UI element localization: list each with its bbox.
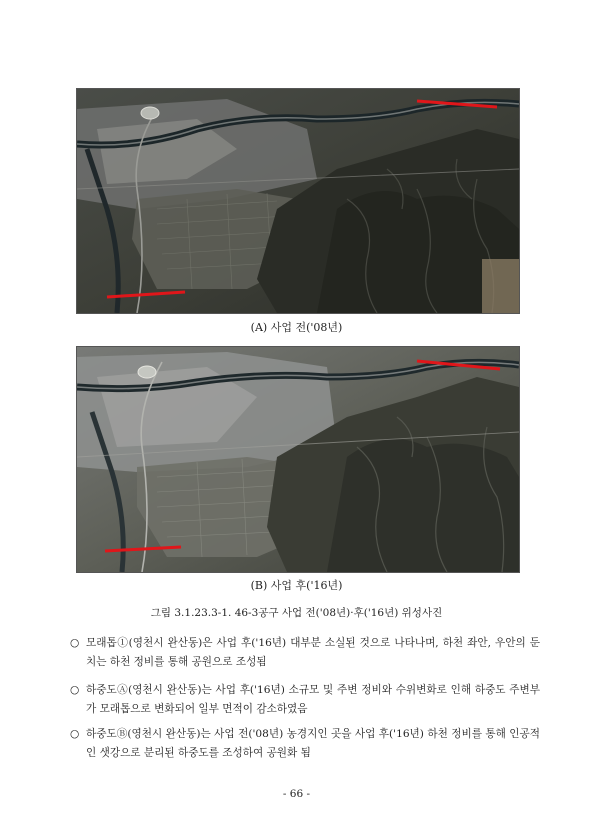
photo-b-caption: (B) 사업 후('16년): [250, 579, 343, 592]
figure-title: 그림 3.1.23.3-1. 46-3공구 사업 전('08년)·후('16년) 위성사진: [150, 607, 443, 619]
satellite-photo-before: [76, 88, 520, 314]
satellite-image-2016: [77, 347, 519, 572]
bullet-text: 모래톱①(영천시 완산동)은 사업 후('16년) 대부분 소실된 것으로 나타나며, 하천 좌안, 우안의 둔치는 하천 정비를 통해 공원으로 조성됨: [86, 637, 540, 668]
bullet-mark: ○: [70, 728, 80, 740]
bullet-item: [70, 634, 540, 672]
photo-a-caption: (A) 사업 전('08년): [250, 321, 343, 334]
page-number: - 66 -: [282, 788, 311, 800]
bullet-item: [70, 725, 540, 763]
bullet-text: 하중도Ⓑ(영천시 완산동)는 사업 전('08년) 농경지인 곳을 사업 후('16년) 하천 정비를 통해 인공적인 샛강으로 분리된 하중도를 조성하여 공원화 됨: [86, 728, 540, 759]
bullet-mark: ○: [70, 684, 80, 696]
satellite-image-2008: [77, 89, 519, 313]
bullet-item: [70, 681, 540, 719]
satellite-photo-after: [76, 346, 520, 573]
bullet-mark: ○: [70, 637, 80, 649]
bullet-text: 하중도Ⓐ(영천시 완산동)는 사업 후('16년) 소규모 및 주변 정비와 수위변화로 인해 하중도 주변부가 모래톱으로 변화되어 일부 면적이 감소하였음: [86, 684, 540, 715]
